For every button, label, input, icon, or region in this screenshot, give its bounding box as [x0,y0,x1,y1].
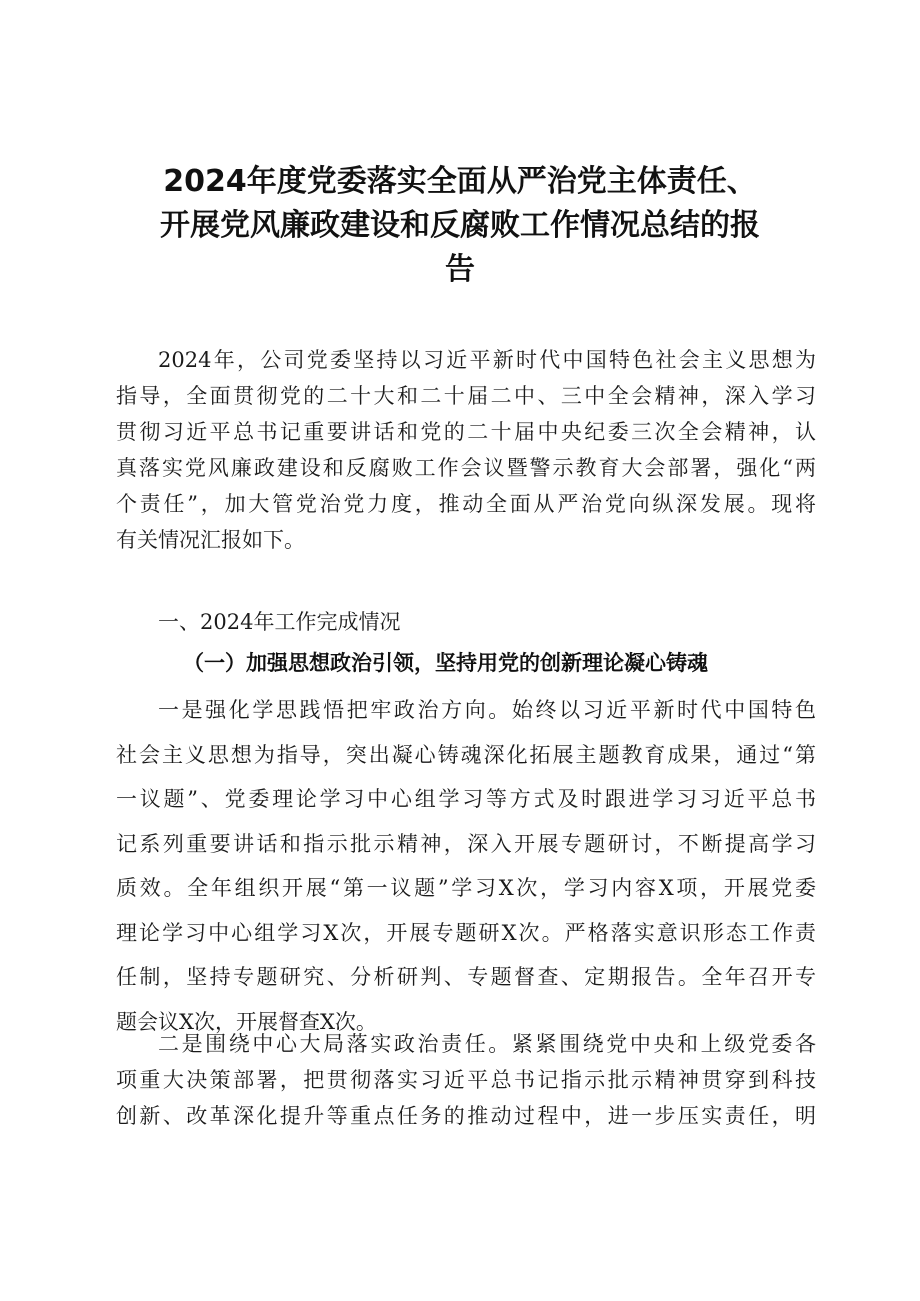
paragraph-line: 任制，坚持专题研究、分析研判、专题督查、定期报告。全年召开专 [116,965,816,989]
paragraph-line: 二是围绕中心大局落实政治责任。紧紧围绕党中央和上级党委各 [158,1032,816,1056]
paragraph-line: 记系列重要讲话和指示批示精神，深入开展专题研讨，不断提高学习 [116,831,816,856]
paragraph-political-responsibility [116,1026,816,1134]
title-line-3: 告 [445,252,475,287]
paragraph-line: 贯彻习近平总书记重要讲话和党的二十届中央纪委三次全会精神，认 [116,420,816,444]
document-title [100,160,820,292]
paragraph-line: 有关情况汇报如下。 [116,528,305,552]
paragraph-line: 一议题”、党委理论学习中心组学习等方式及时跟进学习习近平总书 [116,787,816,811]
paragraph-line: 项重大决策部署，把贯彻落实习近平总书记指示批示精神贯穿到科技 [116,1068,816,1092]
title-line-1: 2024年度党委落实全面从严治党主体责任、 [163,164,757,199]
paragraph-line: 一是强化学思践悟把牢政治方向。始终以习近平新时代中国特色 [158,698,816,722]
paragraph-line: 指导，全面贯彻党的二十大和二十届二中、三中全会精神，深入学习 [116,384,816,408]
paragraph-line: 真落实党风廉政建设和反腐败工作会议暨警示教育大会部署，强化“两 [116,456,816,480]
paragraph-line: 质效。全年组织开展“第一议题”学习X次，学习内容X项，开展党委 [116,876,816,900]
paragraph-line: 题会议X次，开展督查X次。 [116,1009,377,1034]
section-heading: 一、2024年工作完成情况 [158,610,401,634]
paragraph-line: 社会主义思想为指导，突出凝心铸魂深化拓展主题教育成果，通过“第 [116,742,816,767]
paragraph-line: 理论学习中心组学习X次，开展专题研X次。严格落实意识形态工作责 [116,920,816,945]
paragraph-political-direction [116,688,816,1044]
paragraph-line: 个责任”，加大管党治党力度，推动全面从严治党向纵深发展。现将 [116,492,816,516]
paragraph-line: 2024年，公司党委坚持以习近平新时代中国特色社会主义思想为 [158,348,816,372]
intro-paragraph [116,342,816,558]
paragraph-line: 创新、改革深化提升等重点任务的推动过程中，进一步压实责任，明 [116,1104,816,1128]
subsection-heading: （一）加强思想政治引领，坚持用党的创新理论凝心铸魂 [183,650,708,675]
title-line-2: 开展党风廉政建设和反腐败工作情况总结的报 [160,208,760,243]
